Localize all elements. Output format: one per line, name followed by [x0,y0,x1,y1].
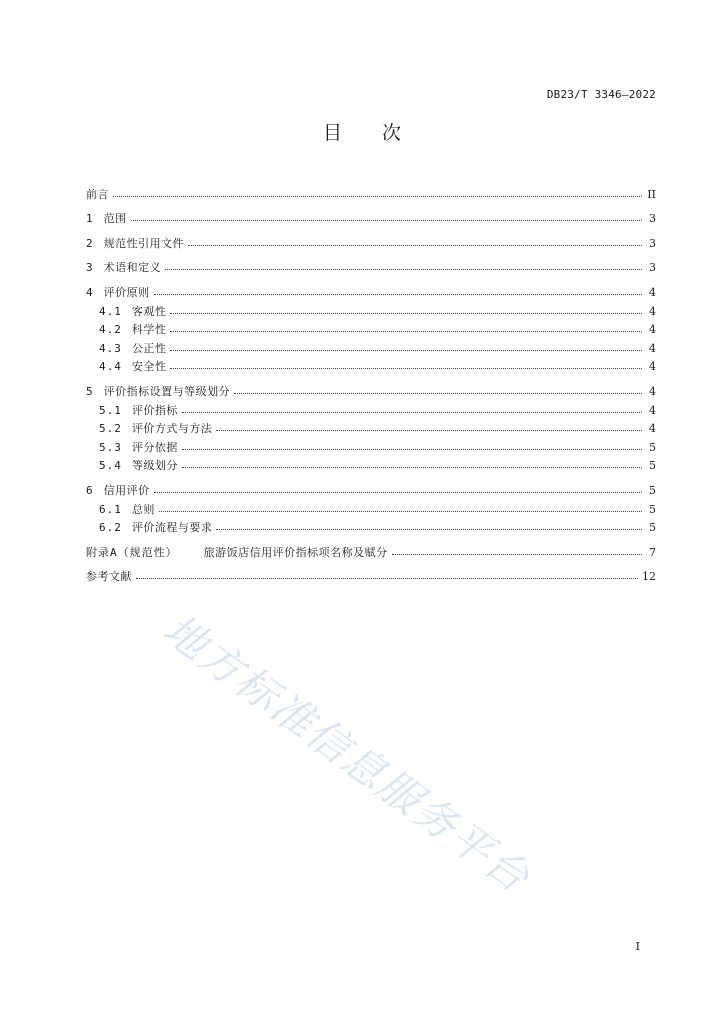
toc-entry-page: 4 [649,384,656,398]
toc-entry-title: 评价指标设置与等级划分 [103,384,231,398]
toc-entry-page: 4 [649,323,656,337]
toc-entry-page: 5 [649,502,656,516]
toc-entry-page: II [647,187,656,201]
toc-dot-leader [170,350,642,351]
table-of-contents [86,183,656,584]
toc-entry-title: 规范性引用文件 [103,236,185,250]
toc-entry[interactable] [86,455,656,474]
toc-dot-leader [136,578,638,579]
toc-entry[interactable] [86,479,656,498]
toc-dot-leader [182,449,642,450]
toc-entry-page: 4 [649,341,656,355]
toc-dot-leader [170,331,642,332]
toc-entry-number: 5.2 [99,422,122,436]
toc-entry[interactable] [86,257,656,276]
toc-entry[interactable] [86,541,656,560]
toc-entry[interactable] [86,183,656,202]
toc-entry[interactable] [86,436,656,455]
toc-dot-leader [216,529,642,530]
toc-entry-number: 6.1 [99,502,122,516]
toc-entry[interactable] [86,498,656,517]
toc-entry-page: 3 [649,261,656,275]
toc-entry[interactable] [86,517,656,536]
toc-entry-title: 评价方式与方法 [131,422,213,436]
toc-dot-leader [154,492,642,493]
toc-entry-title: 科学性 [131,323,167,337]
toc-entry-title: 评价指标 [131,403,178,417]
toc-entry-number: 附录A（规范性） [86,545,178,559]
toc-entry-number: 5.4 [99,459,122,473]
page-number: I [635,940,640,953]
toc-dot-leader [392,554,642,555]
watermark: 地方标准信息服务平台 [154,604,540,903]
toc-entry-title: 客观性 [131,304,167,318]
toc-entry-page: 3 [649,236,656,250]
toc-entry-number: 4.2 [99,323,122,337]
toc-entry-title: 等级划分 [131,459,178,473]
toc-entry-number: 4.4 [99,360,122,374]
toc-entry-page: 12 [642,570,656,584]
toc-entry-title: 信用评价 [103,483,150,497]
toc-dot-leader [159,511,642,512]
toc-entry[interactable] [86,399,656,418]
toc-entry-title: 评价原则 [103,285,150,299]
toc-entry-page: 4 [649,403,656,417]
toc-entry[interactable] [86,337,656,356]
toc-entry-number: 3 [86,261,94,275]
page-title: 目次 [322,122,441,144]
toc-entry-page: 4 [649,360,656,374]
toc-dot-leader [170,313,642,314]
toc-entry[interactable] [86,281,656,300]
toc-entry[interactable] [86,300,656,319]
toc-entry[interactable] [86,208,656,227]
toc-entry-page: 4 [649,422,656,436]
toc-entry-page: 3 [649,212,656,226]
toc-entry-page: 5 [649,440,656,454]
toc-entry-page: 4 [649,304,656,318]
document-code: DB23/T 3346—2022 [546,88,656,101]
toc-entry-page: 5 [649,521,656,535]
toc-dot-leader [131,220,642,221]
toc-entry-page: 4 [649,285,656,299]
toc-entry[interactable] [86,319,656,338]
toc-dot-leader [188,245,642,246]
toc-entry-page: 5 [649,459,656,473]
toc-dot-leader [216,430,642,431]
toc-dot-leader [165,269,642,270]
toc-entry-number: 4 [86,285,94,299]
toc-dot-leader [182,412,642,413]
toc-dot-leader [234,393,642,394]
toc-dot-leader [170,368,642,369]
toc-entry[interactable] [86,380,656,399]
toc-entry[interactable] [86,232,656,251]
toc-entry-page: 5 [649,483,656,497]
toc-entry[interactable] [86,356,656,375]
toc-dot-leader [113,196,642,197]
toc-entry-number: 6.2 [99,521,122,535]
toc-entry-number: 2 [86,236,94,250]
toc-entry-page: 7 [649,545,656,559]
toc-entry[interactable] [86,418,656,437]
toc-entry-title: 术语和定义 [103,261,162,275]
toc-entry-number: 4.3 [99,341,122,355]
toc-dot-leader [182,467,642,468]
toc-entry-title: 前言 [86,187,109,201]
toc-dot-leader [154,294,642,295]
toc-entry-title: 总则 [131,502,155,516]
toc-entry-number: 5 [86,384,94,398]
toc-entry-number: 6 [86,483,94,497]
toc-entry-title: 参考文献 [86,570,132,584]
toc-entry-number: 1 [86,212,94,226]
toc-entry-number: 5.1 [99,403,122,417]
toc-entry-title: 评价流程与要求 [131,521,213,535]
toc-entry-number: 4.1 [99,304,122,318]
toc-entry-number: 5.3 [99,440,122,454]
toc-entry-title: 旅游饭店信用评价指标项名称及赋分 [203,545,388,559]
toc-entry-title: 范围 [103,212,127,226]
toc-entry[interactable] [86,566,656,585]
toc-entry-title: 安全性 [131,360,167,374]
toc-entry-title: 公正性 [131,341,167,355]
toc-entry-title: 评分依据 [131,440,178,454]
